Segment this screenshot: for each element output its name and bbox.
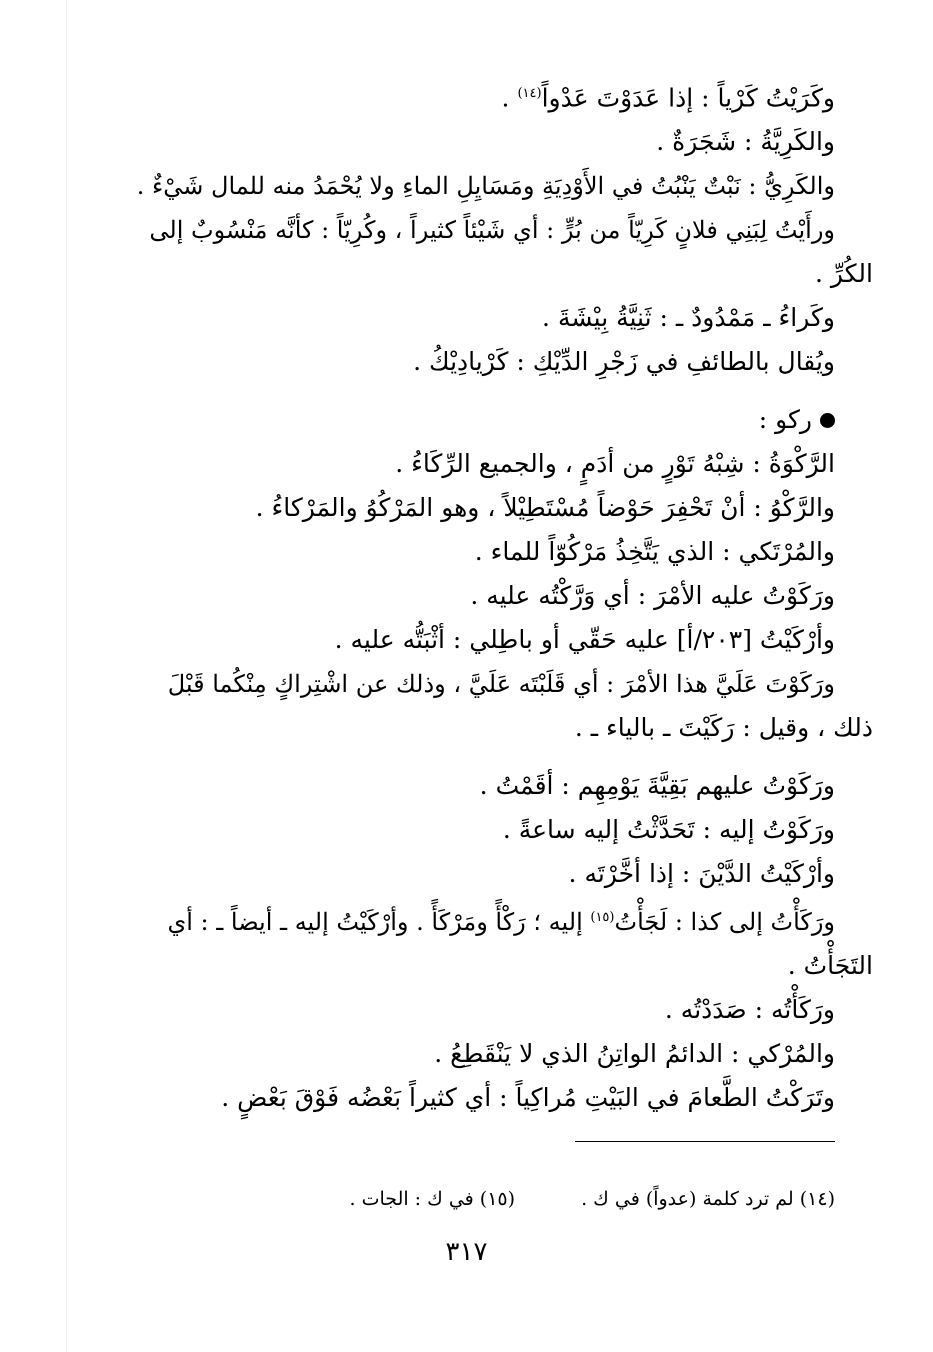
text-line: ورَكَأْتُ إلى كذا : لَجَأْتُ$^{(١٥)}$ إليه ؛ رَكْأً ومَرْكَأً . وأرْكَيْتُ إليه ـ أيضاً ـ : أي: [167, 908, 835, 937]
text-line: والرَّكْوُ : أنْ تَحْفِرَ حَوْضاً مُسْتَطِيْلاً ، وهو المَرْكُوُ والمَرْكاءُ .: [255, 493, 835, 523]
section-gap: [105, 750, 835, 764]
text-line: وأرْكَيْتُ الدَّيْنَ : إذا أخَّرْتَه .: [568, 859, 835, 889]
footnote-15: (١٥) في ك : الجات .: [349, 1188, 516, 1210]
footnote-14: (١٤) لم ترد كلمة (عدواً) في ك .: [581, 1188, 835, 1210]
entry-heading-label: ركو :: [758, 405, 812, 435]
text-line-continuation: ذلك ، وقيل : رَكَيْتَ ـ بالياء ـ .: [574, 713, 873, 743]
text-line: والكَرِيُّ : نَبْتٌ يَنْبُتُ في الأَوْدِيَةِ ومَسَايِلِ الماءِ ولا يُحْمَدُ منه للمال شَيْءٌ .: [136, 172, 835, 201]
text-line: والمُرْكي : الدائمُ الواتِنُ الذي لا يَنْقَطِعُ .: [434, 1039, 835, 1069]
footnote-ref-15: (١٥): [590, 910, 615, 926]
text-line: والمُرْتَكي : الذي يَتَّخِذُ مَرْكُوّاً للماء .: [474, 537, 835, 567]
text-line: ورَكَوْتُ إليه : تَحَدَّثْتُ إليه ساعةً .: [502, 815, 835, 845]
text-line: ورَكَوْتُ عليه الأمْرَ : أي وَرَّكْتُه عليه .: [470, 581, 835, 611]
text-line: الرَّكْوَةُ : شِبْهُ تَوْرٍ من أدَمٍ ، والجميع الرِّكَاءُ .: [395, 449, 835, 479]
text-line: وأرْكَيْتُ [٢٠٣/أ] عليه حَقّي أو باطِلي : أثْبَتُّه عليه .: [334, 625, 835, 655]
text-line: ورأَيْتُ لِبَنِي فلانٍ كَرِيّاً من بُرٍّ : أي شَيْئاً كثيراً ، وكُرِيّاً : كأنَّه مَنْسُوبٌ إلى: [149, 216, 835, 245]
text-line-continuation: التَجَأْتُ .: [787, 951, 873, 981]
bullet-icon: [820, 413, 835, 428]
footnote-ref-14: (١٤): [517, 86, 542, 101]
text-line: وكَراءُ ـ مَمْدُودٌ ـ : ثَنِيَّةُ بِيْشَةَ .: [542, 303, 835, 333]
section-gap: [105, 384, 835, 398]
text-line: وكَرَيْتُ كَرْياً : إذا عَدَوْتَ عَدْواً$^{(١٤)}$ .: [501, 83, 835, 113]
text-line-continuation: الكُرِّ .: [814, 259, 873, 289]
text-line: ويُقال بالطائفِ في زَجْرِ الدِّيْكِ : كَرْيادِيْكُ .: [413, 347, 835, 377]
page-number: ٣١٧: [445, 1237, 488, 1267]
footnote-divider: [575, 1141, 835, 1142]
text-line: ورَكَأْتُه : صَدَدْتُه .: [664, 995, 835, 1025]
entry-heading: [105, 398, 835, 442]
text-line: والكَرِيَّةُ : شَجَرَةٌ .: [656, 127, 835, 157]
text-line: ورَكَوْتَ عَلَيَّ هذا الأمْرَ : أي قَلَبْتَه عَلَيَّ ، وذلك عن اشْتِراكٍ مِنْكُما قَبْلَ: [167, 670, 835, 699]
text-line: ورَكَوْتُ عليهم بَقِيَّةَ يَوْمِهِم : أقَمْتُ .: [479, 771, 835, 801]
footnotes: [105, 1184, 835, 1214]
text-line: وتَرَكْتُ الطَّعامَ في البَيْتِ مُراكِياً : أي كثيراً بَعْضُه فَوْقَ بَعْضٍ .: [221, 1083, 835, 1113]
main-text: [105, 72, 873, 1120]
page-spine-shadow: [66, 0, 67, 1352]
